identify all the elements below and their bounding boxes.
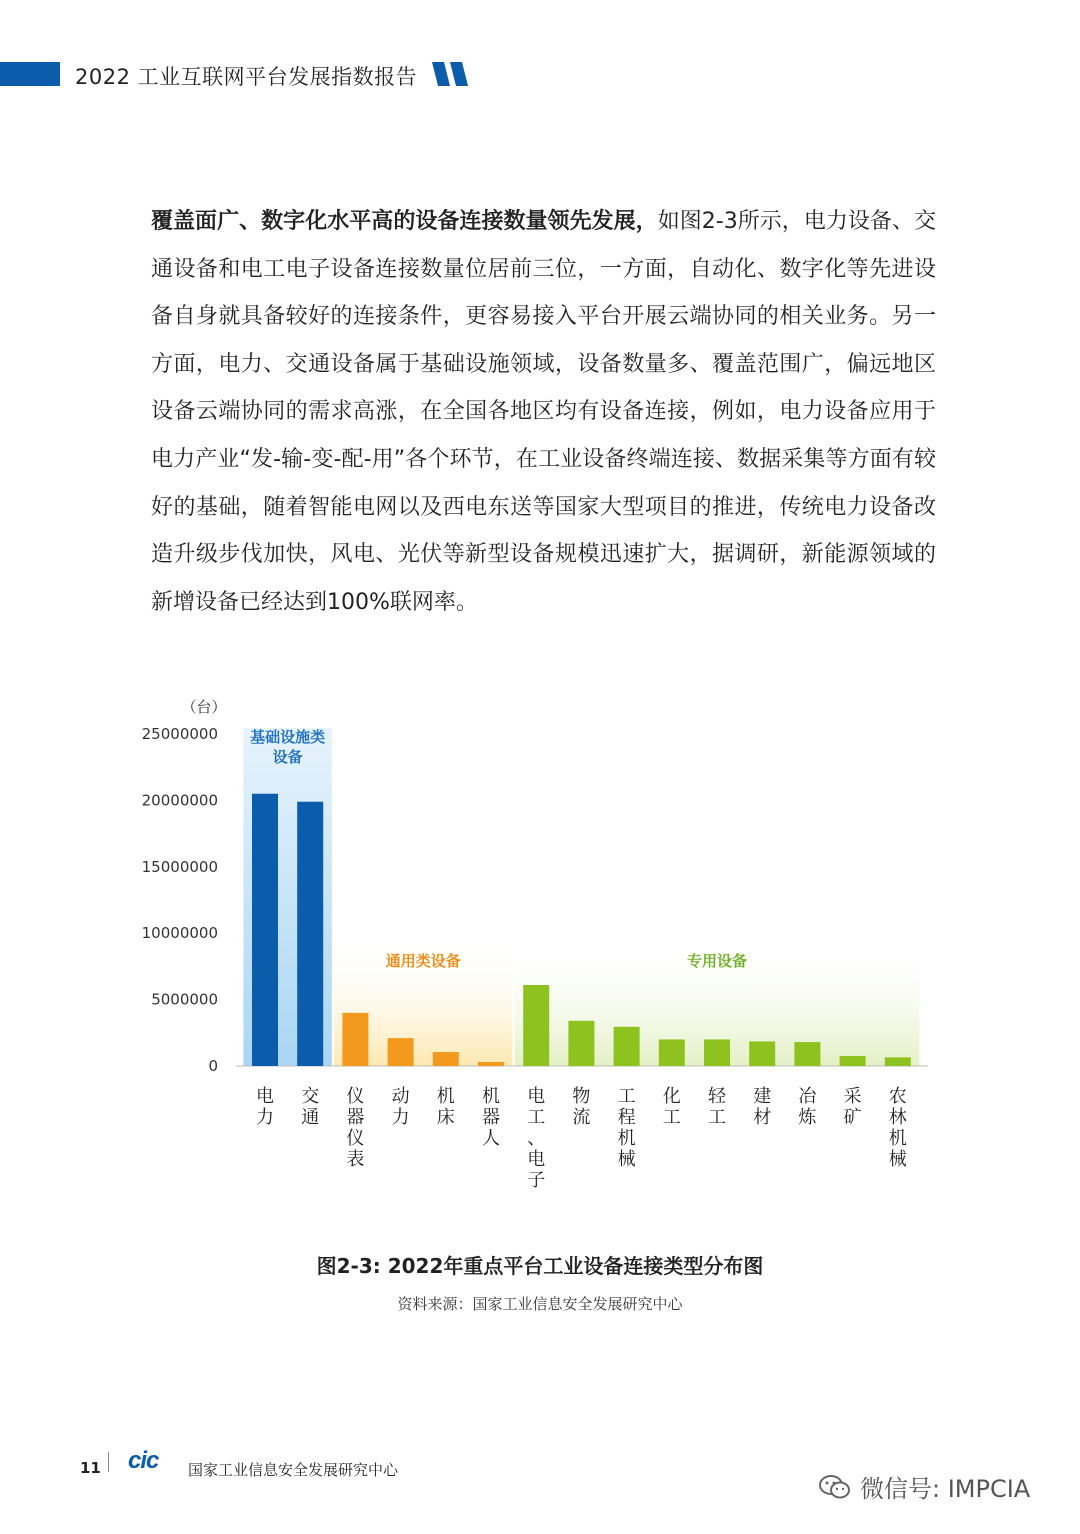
y-tick-label: 0 — [208, 1057, 218, 1075]
x-tick-label: 仪器仪表 — [346, 1086, 365, 1170]
y-tick-label: 20000000 — [141, 791, 218, 810]
group-label: 基础设施类 — [250, 728, 326, 746]
bar-chart — [0, 690, 1080, 1190]
bar-机器人 — [478, 1062, 504, 1066]
x-tick-label: 机器人 — [482, 1086, 500, 1149]
page-number: 11 — [80, 1459, 101, 1477]
header-accent-bar — [0, 62, 60, 86]
bar-机床 — [433, 1052, 459, 1066]
y-axis-unit: （台） — [181, 698, 227, 716]
bar-建材 — [749, 1041, 775, 1066]
bar-轻工 — [704, 1039, 730, 1066]
bar-电力 — [252, 794, 278, 1066]
y-tick-label: 25000000 — [141, 725, 218, 743]
x-tick-label: 轻工 — [708, 1086, 726, 1128]
bar-工程机械 — [614, 1027, 640, 1066]
x-tick-label: 采矿 — [843, 1086, 862, 1128]
x-tick-label: 农林机械 — [888, 1086, 907, 1170]
group-label: 通用类设备 — [385, 952, 461, 970]
figure-caption: 图2-3: 2022年重点平台工业设备连接类型分布图 — [316, 1254, 764, 1278]
body-lead-bold: 覆盖面广、数字化水平高的设备连接数量领先发展， — [151, 209, 658, 234]
bar-电工、电子 — [523, 985, 549, 1066]
watermark — [818, 1469, 1030, 1504]
group-label: 设备 — [272, 748, 303, 766]
svg-text:cic: cic — [128, 1449, 159, 1471]
x-tick-label: 动力 — [391, 1086, 410, 1128]
bar-动力 — [388, 1038, 414, 1066]
bar-物流 — [568, 1021, 594, 1066]
x-tick-label: 电工、电子 — [527, 1086, 546, 1190]
y-tick-label: 5000000 — [151, 990, 218, 1009]
watermark-text: 微信号: IMPCIA — [860, 1475, 1031, 1503]
footer-org-name: 国家工业信息安全发展研究中心 — [188, 1461, 399, 1479]
bar-冶炼 — [794, 1042, 820, 1066]
footer-divider — [108, 1452, 109, 1472]
cic-logo — [128, 1449, 180, 1471]
x-tick-label: 机床 — [436, 1086, 455, 1128]
y-tick-label: 15000000 — [141, 857, 218, 876]
bar-仪器仪表 — [342, 1013, 368, 1066]
bar-交通 — [297, 802, 323, 1066]
wechat-icon — [818, 1473, 852, 1501]
x-tick-label: 化工 — [662, 1086, 681, 1128]
body-paragraph — [151, 198, 936, 626]
x-tick-label: 物流 — [572, 1086, 591, 1128]
bar-农林机械 — [885, 1057, 911, 1066]
bar-采矿 — [840, 1056, 866, 1066]
y-tick-label: 10000000 — [141, 924, 218, 943]
x-tick-label: 交通 — [301, 1086, 320, 1128]
x-tick-label: 建材 — [753, 1086, 772, 1128]
body-text: 如图2-3所示，电力设备、交通设备和电工电子设备连接数量位居前三位，一方面，自动化、数字化等先进设备自身就具备较好的连接条件，更容易接入平台开展云端协同的相关业务。另一方面，电力、交通设备属于基础设施领域，设备数量多、覆盖范围广，偏远地区设备云端协同的需求高涨，在全国各地区均有设备连接，例如，电力设备应用于电力产业“发-输-变-配-用”各个环节，在工业设备终端连接、数据采集等方面有较好的基础，随着智能电网以及西电东送等国家大型项目的推进，传统电力设备改造升级步伐加快，风电、光伏等新型设备规模迅速扩大，据调研，新能源领域的新增设备已经达到100%联网率。 — [151, 209, 936, 615]
header-slash-icon — [430, 62, 470, 86]
bar-化工 — [659, 1039, 685, 1066]
x-tick-label: 电力 — [256, 1086, 274, 1128]
group-label: 专用设备 — [686, 952, 748, 970]
x-tick-label: 工程机械 — [617, 1086, 636, 1170]
figure-source: 资料来源：国家工业信息安全发展研究中心 — [397, 1295, 683, 1313]
x-tick-label: 冶炼 — [798, 1086, 817, 1128]
page-header-title: 2022 工业互联网平台发展指数报告 — [75, 65, 418, 89]
